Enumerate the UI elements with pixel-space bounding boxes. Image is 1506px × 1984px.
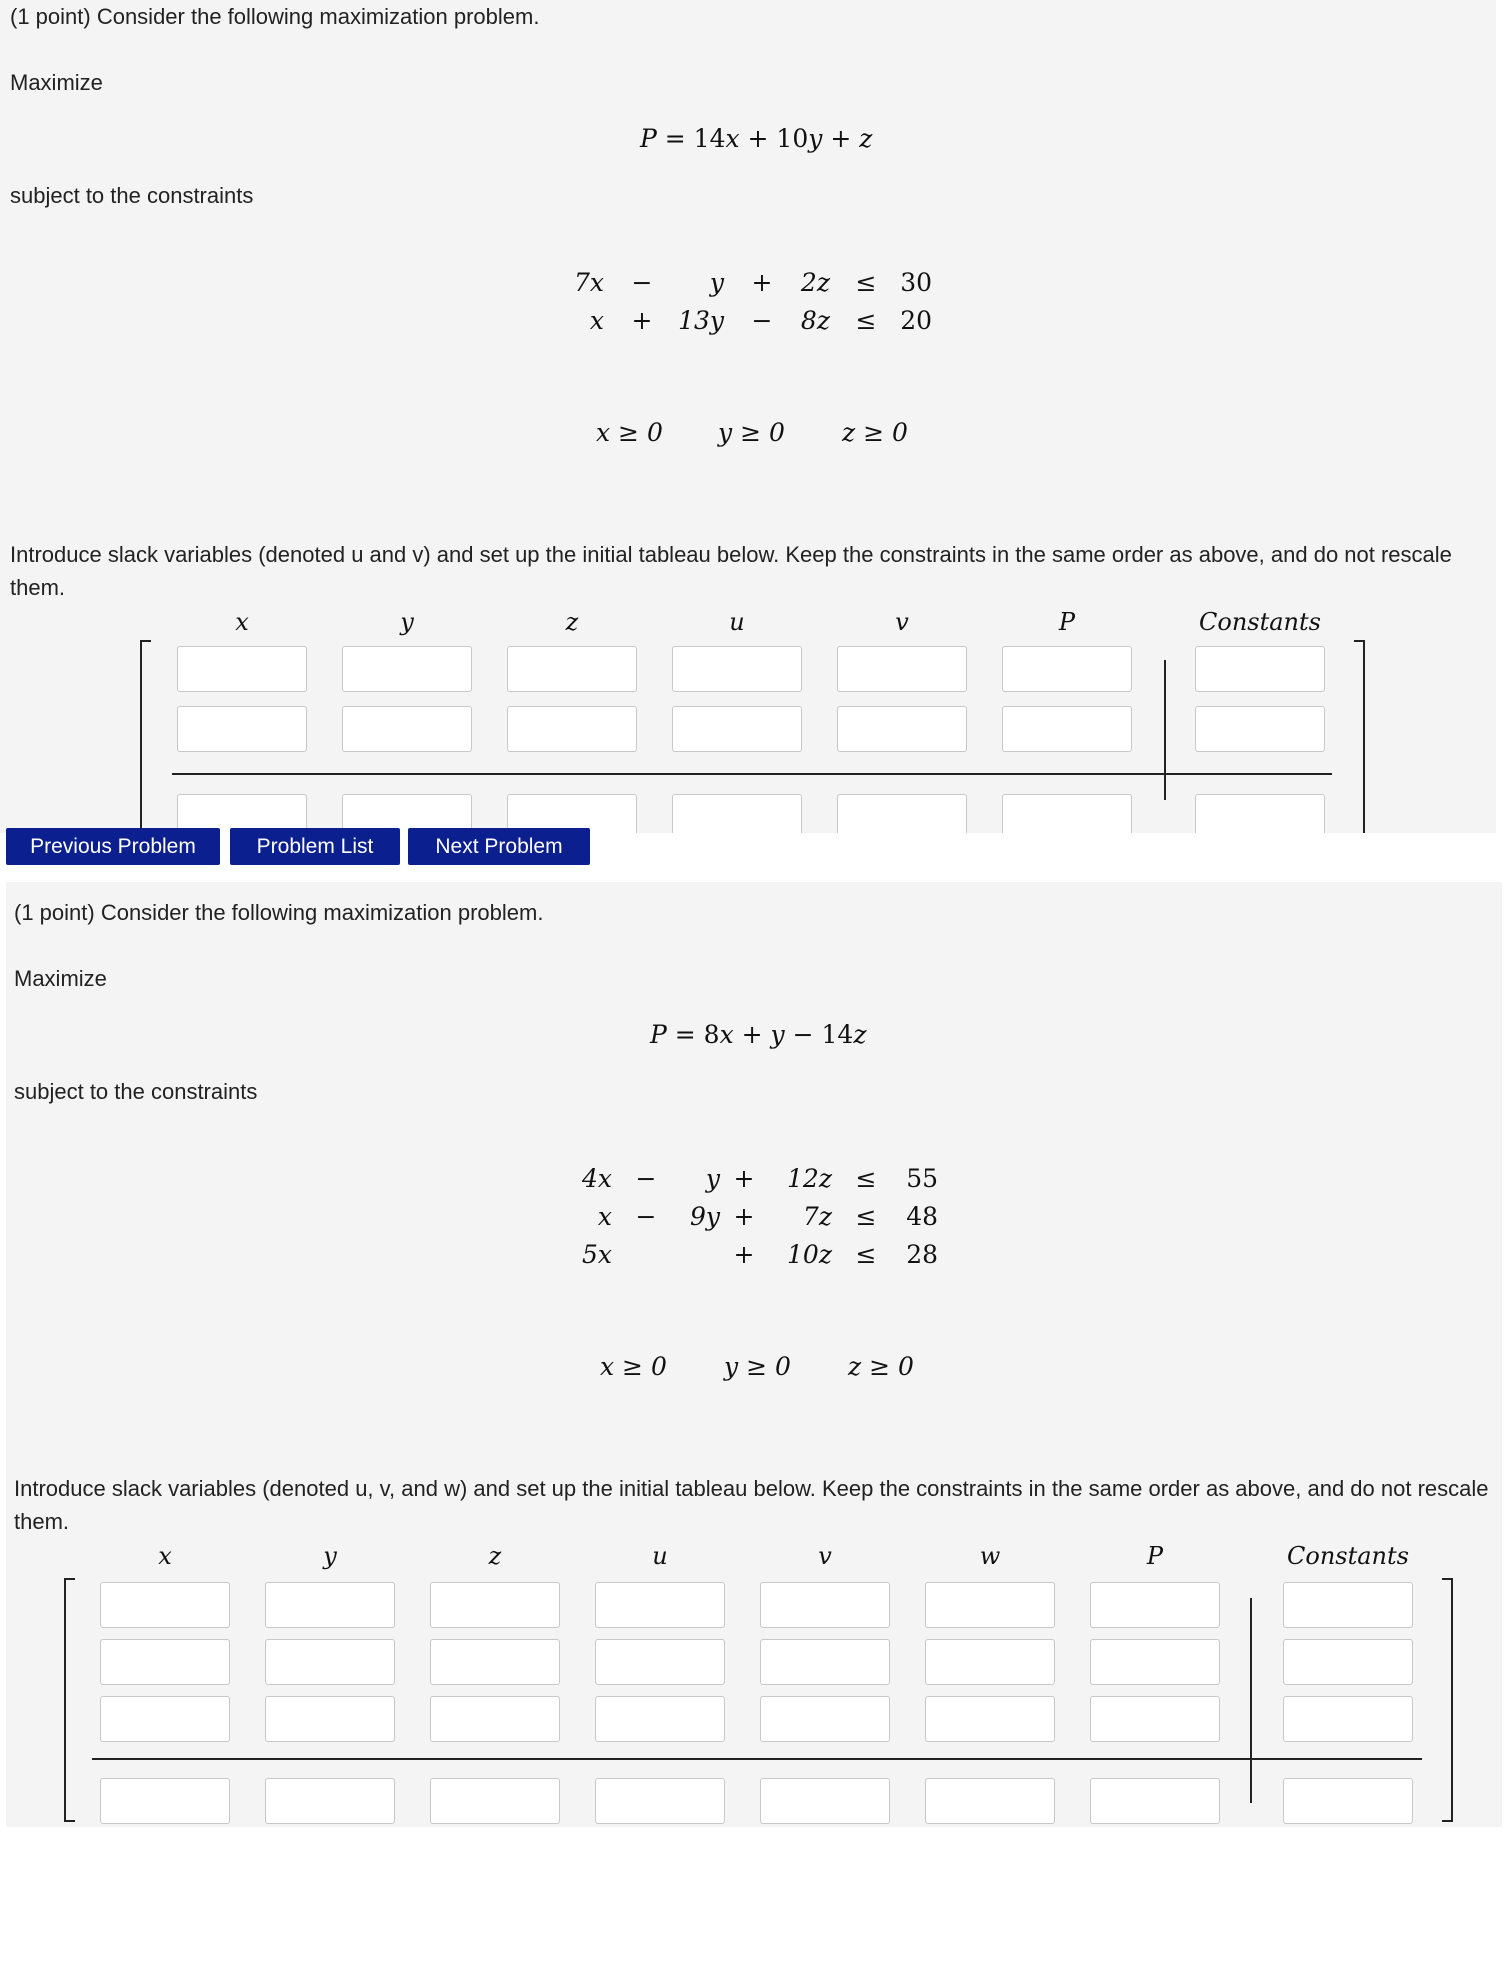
- tableau-cell-obj-y[interactable]: [265, 1778, 395, 1824]
- tableau-cell-r2-p[interactable]: [1002, 706, 1132, 752]
- term: 2z: [800, 268, 830, 297]
- operator: +: [751, 268, 773, 297]
- tableau-header-y: y: [323, 1542, 337, 1570]
- tableau-header-u: u: [652, 1542, 668, 1570]
- operator: ≤: [855, 306, 877, 335]
- operator: +: [631, 306, 653, 335]
- tableau-cell-r2-constants[interactable]: [1195, 706, 1325, 752]
- matrix-right-bracket: [1354, 640, 1365, 833]
- term: 7z: [802, 1202, 832, 1231]
- tableau-cell-r2-u[interactable]: [672, 706, 802, 752]
- operator: ≤: [855, 1164, 877, 1193]
- maximize-label: Maximize: [10, 70, 103, 95]
- tableau-cell-r2-y[interactable]: [342, 706, 472, 752]
- tableau-header-x: x: [235, 608, 249, 636]
- tableau-cell-r3-u[interactable]: [595, 1696, 725, 1742]
- instructions: Introduce slack variables (denoted u and v) and set up the initial tableau below. Keep the constraints in the same order as above, and do not rescale them.: [10, 542, 1452, 600]
- tableau-cell-obj-x[interactable]: [100, 1778, 230, 1824]
- tableau-cell-r3-x[interactable]: [100, 1696, 230, 1742]
- tableau-header-p: P: [1146, 1542, 1164, 1570]
- rhs: 28: [906, 1240, 938, 1269]
- term: y: [709, 268, 724, 297]
- tableau-cell-r3-p[interactable]: [1090, 1696, 1220, 1742]
- tableau-cell-r3-constants[interactable]: [1283, 1696, 1413, 1742]
- nonneg-x: x ≥ 0: [600, 1352, 667, 1381]
- tableau-cell-r3-w[interactable]: [925, 1696, 1055, 1742]
- tableau-cell-r1-u[interactable]: [595, 1582, 725, 1628]
- tableau-header-u: u: [729, 608, 745, 636]
- augment-divider: [1164, 660, 1166, 800]
- rhs: 20: [900, 306, 932, 335]
- instructions: Introduce slack variables (denoted u, v, and w) and set up the initial tableau below. Keep the constraints in the same order as above, and do not rescale them.: [14, 1476, 1489, 1534]
- subject-to-label: subject to the constraints: [14, 1079, 258, 1104]
- term: 13y: [678, 306, 724, 335]
- term: 12z: [787, 1164, 832, 1193]
- tableau-header-v: v: [818, 1542, 832, 1570]
- operator: ≤: [855, 268, 877, 297]
- tableau-cell-r2-z[interactable]: [507, 706, 637, 752]
- tableau-cell-obj-v[interactable]: [837, 794, 967, 833]
- tableau-header-y: y: [400, 608, 414, 636]
- term: x: [589, 306, 604, 335]
- tableau-cell-r2-z[interactable]: [430, 1639, 560, 1685]
- tableau-cell-r2-u[interactable]: [595, 1639, 725, 1685]
- tableau-header-v: v: [895, 608, 909, 636]
- operator: +: [733, 1202, 755, 1231]
- tableau-cell-obj-u[interactable]: [672, 794, 802, 833]
- tableau-cell-r1-p[interactable]: [1002, 646, 1132, 692]
- term: 9y: [689, 1202, 720, 1231]
- tableau-cell-obj-constants[interactable]: [1283, 1778, 1413, 1824]
- operator: ≤: [855, 1240, 877, 1269]
- tableau-cell-r2-constants[interactable]: [1283, 1639, 1413, 1685]
- objective-function: P = 14x + 10y + z: [640, 124, 873, 153]
- problem-intro: (1 point) Consider the following maximization problem.: [10, 4, 540, 29]
- tableau-cell-obj-u[interactable]: [595, 1778, 725, 1824]
- tableau-cell-r2-p[interactable]: [1090, 1639, 1220, 1685]
- term: 7x: [573, 268, 604, 297]
- operator: −: [635, 1202, 657, 1231]
- tableau-header-w: w: [979, 1542, 1001, 1570]
- tableau-header-x: x: [158, 1542, 172, 1570]
- tableau-cell-r1-z[interactable]: [507, 646, 637, 692]
- augment-divider: [1250, 1598, 1252, 1803]
- tableau-cell-obj-w[interactable]: [925, 1778, 1055, 1824]
- problem-2-panel: [6, 882, 1502, 1827]
- tableau-cell-obj-p[interactable]: [1002, 794, 1132, 833]
- subject-to-label: subject to the constraints: [10, 183, 254, 208]
- objective-function: P = 8x + y − 14z: [650, 1020, 867, 1049]
- tableau-cell-r1-constants[interactable]: [1283, 1582, 1413, 1628]
- problem-intro: (1 point) Consider the following maximization problem.: [14, 900, 544, 925]
- term: 5x: [581, 1240, 612, 1269]
- term: 4x: [581, 1164, 612, 1193]
- tableau-header-constants: Constants: [1199, 608, 1321, 636]
- term: x: [597, 1202, 612, 1231]
- rhs: 48: [906, 1202, 938, 1231]
- tableau-cell-r2-v[interactable]: [837, 706, 967, 752]
- operator: −: [631, 268, 653, 297]
- rhs: 30: [900, 268, 932, 297]
- tableau-cell-r2-y[interactable]: [265, 1639, 395, 1685]
- term: 10z: [787, 1240, 832, 1269]
- matrix-right-bracket: [1442, 1578, 1453, 1822]
- tableau-header-z: z: [488, 1542, 502, 1570]
- tableau-header-z: z: [565, 608, 579, 636]
- tableau-cell-r2-x[interactable]: [177, 706, 307, 752]
- operator: +: [733, 1164, 755, 1193]
- tableau-cell-r1-p[interactable]: [1090, 1582, 1220, 1628]
- tableau-cell-r3-y[interactable]: [265, 1696, 395, 1742]
- nonneg-x: x ≥ 0: [596, 418, 663, 447]
- matrix-left-bracket: [64, 1578, 75, 1822]
- operator: +: [733, 1240, 755, 1269]
- tableau-cell-obj-z[interactable]: [430, 1778, 560, 1824]
- tableau-cell-obj-constants[interactable]: [1195, 794, 1325, 833]
- tableau-cell-r1-w[interactable]: [925, 1582, 1055, 1628]
- tableau-cell-r2-v[interactable]: [760, 1639, 890, 1685]
- tableau-cell-r1-z[interactable]: [430, 1582, 560, 1628]
- rhs: 55: [906, 1164, 938, 1193]
- objective-row-divider: [92, 1758, 1422, 1760]
- tableau-cell-r1-v[interactable]: [760, 1582, 890, 1628]
- matrix-left-bracket: [140, 640, 151, 833]
- tableau-cell-r1-y[interactable]: [342, 646, 472, 692]
- tableau-cell-obj-v[interactable]: [760, 1778, 890, 1824]
- operator: −: [751, 306, 773, 335]
- tableau-cell-r1-constants[interactable]: [1195, 646, 1325, 692]
- tableau-cell-r1-v[interactable]: [837, 646, 967, 692]
- objective-row-divider: [172, 773, 1332, 775]
- tableau-cell-r3-v[interactable]: [760, 1696, 890, 1742]
- nonneg-y: y ≥ 0: [718, 418, 785, 447]
- nonneg-y: y ≥ 0: [724, 1352, 791, 1381]
- next-problem-button[interactable]: Next Problem: [408, 828, 590, 865]
- tableau-cell-r1-u[interactable]: [672, 646, 802, 692]
- term: y: [705, 1164, 720, 1193]
- nonneg-z: z ≥ 0: [842, 418, 908, 447]
- term: 8z: [800, 306, 830, 335]
- tableau-cell-obj-p[interactable]: [1090, 1778, 1220, 1824]
- tableau-cell-r3-z[interactable]: [430, 1696, 560, 1742]
- tableau-cell-r1-y[interactable]: [265, 1582, 395, 1628]
- problem-list-button[interactable]: Problem List: [230, 828, 400, 865]
- previous-problem-button[interactable]: Previous Problem: [6, 828, 220, 865]
- tableau-header-p: P: [1058, 608, 1076, 636]
- tableau-header-constants: Constants: [1287, 1542, 1409, 1570]
- tableau-cell-r2-x[interactable]: [100, 1639, 230, 1685]
- maximize-label: Maximize: [14, 966, 107, 991]
- operator: −: [635, 1164, 657, 1193]
- tableau-cell-r1-x[interactable]: [100, 1582, 230, 1628]
- nonneg-z: z ≥ 0: [848, 1352, 914, 1381]
- tableau-cell-r2-w[interactable]: [925, 1639, 1055, 1685]
- problem-1-panel: [0, 0, 1496, 833]
- operator: ≤: [855, 1202, 877, 1231]
- tableau-cell-r1-x[interactable]: [177, 646, 307, 692]
